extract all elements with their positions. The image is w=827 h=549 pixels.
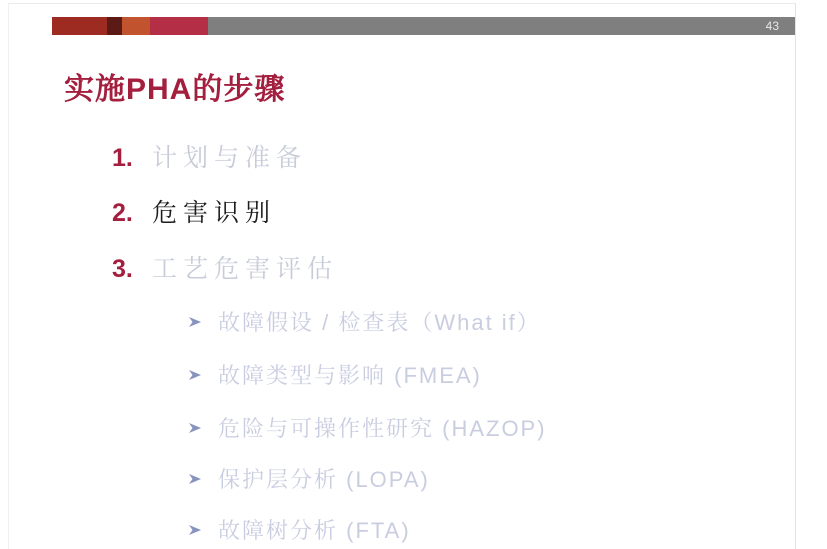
step-number: 2.	[112, 199, 133, 227]
arrowhead-right-icon	[188, 315, 202, 329]
accent-block-4	[150, 17, 208, 35]
sub-item-hazop	[188, 412, 547, 443]
arrowhead-right-icon	[188, 523, 202, 537]
accent-block-2	[107, 17, 122, 35]
arrowhead-right-icon	[188, 472, 202, 486]
sub-item-label: 保护层分析 (LOPA)	[218, 467, 430, 492]
arrowhead-right-icon	[188, 421, 202, 435]
sub-item-fmea	[188, 359, 482, 390]
sub-item-whatif	[188, 306, 541, 337]
sub-item-label: 危险与可操作性研究 (HAZOP)	[218, 416, 547, 441]
arrowhead-right-icon	[188, 368, 202, 382]
step-item-3	[112, 249, 338, 285]
step-item-1	[112, 138, 307, 174]
step-number: 1.	[112, 144, 133, 172]
header-bar	[52, 17, 795, 35]
step-label: 计划与准备	[152, 144, 308, 172]
slide-edge-top	[8, 3, 796, 4]
sub-item-fta	[188, 514, 411, 545]
slide-title: 实施PHA的步骤	[64, 73, 286, 106]
slide-edge-right	[795, 3, 796, 549]
step-item-2	[112, 193, 276, 229]
page-number: 43	[765, 19, 779, 33]
slide-edge-left	[8, 3, 9, 549]
sub-item-lopa	[188, 463, 430, 494]
step-label: 危害识别	[152, 199, 277, 227]
page-number-bar	[208, 17, 795, 35]
sub-item-label: 故障假设 / 检查表（What if）	[218, 310, 541, 335]
accent-block-1	[52, 17, 107, 35]
sub-item-label: 故障类型与影响 (FMEA)	[218, 363, 482, 388]
step-label: 工艺危害评估	[152, 255, 339, 283]
sub-item-label: 故障树分析 (FTA)	[218, 518, 411, 543]
step-number: 3.	[112, 255, 133, 283]
accent-block-3	[122, 17, 150, 35]
